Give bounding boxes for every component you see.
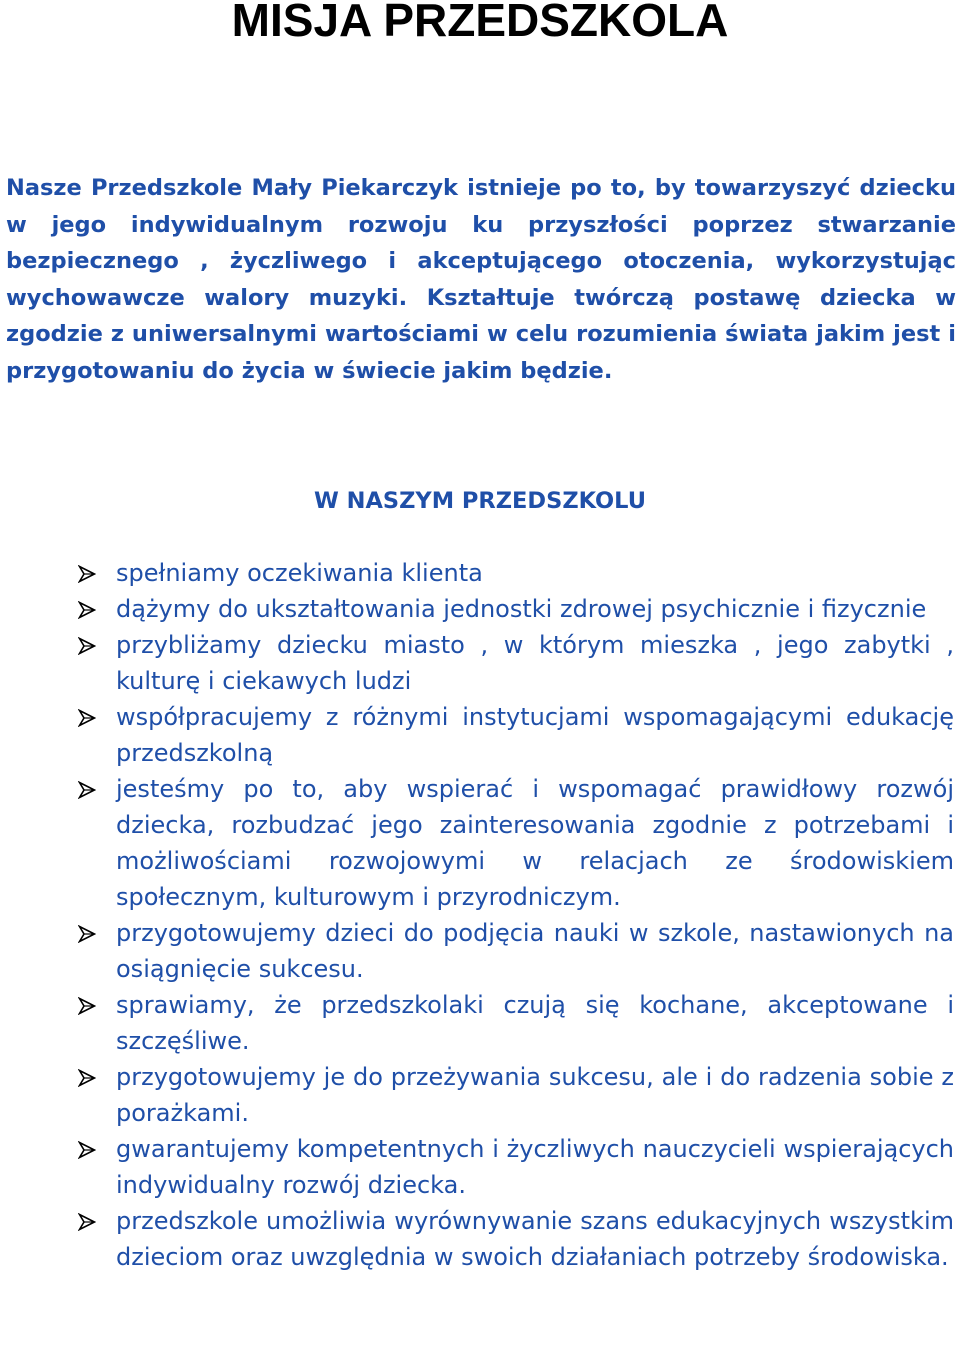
arrowhead-bullet-icon <box>78 1141 96 1159</box>
arrowhead-bullet-icon <box>78 997 96 1015</box>
arrowhead-bullet-icon <box>78 1069 96 1087</box>
arrowhead-bullet-icon <box>78 637 96 655</box>
arrowhead-bullet-icon <box>78 925 96 943</box>
arrowhead-bullet-icon <box>78 601 96 619</box>
list-item-text: jesteśmy po to, aby wspierać i wspomagać prawidłowy rozwój dziecka, rozbudzać jego zainteresowania zgodnie z potrzebami i możliwościami rozwojowymi w relacjach ze środowiskiem społecznym, kulturowym i przyrodniczym. <box>116 775 954 911</box>
list-item-text: spełniamy oczekiwania klienta <box>116 559 483 587</box>
list-item-text: sprawiamy, że przedszkolaki czują się kochane, akceptowane i szczęśliwe. <box>116 991 954 1055</box>
page-title: MISJA PRZEDSZKOLA <box>231 0 729 46</box>
list-item <box>0 1059 960 1131</box>
list-item-text: gwarantujemy kompetentnych i życzliwych nauczycieli wspierających indywidualny rozwój dziecka. <box>116 1135 954 1199</box>
arrowhead-bullet-icon <box>78 709 96 727</box>
list-item-text: przedszkole umożliwia wyrównywanie szans edukacyjnych wszystkim dzieciom oraz uwzględnia w swoich działaniach potrzeby środowiska. <box>116 1207 954 1271</box>
arrowhead-bullet-icon <box>78 565 96 583</box>
list-item-text: dążymy do ukształtowania jednostki zdrowej psychicznie i fizycznie <box>116 595 927 623</box>
arrowhead-bullet-icon <box>78 1213 96 1231</box>
list-item <box>0 1203 960 1275</box>
list-item <box>0 699 960 771</box>
list-item <box>0 555 960 591</box>
list-item <box>0 1131 960 1203</box>
list-item <box>0 915 960 987</box>
list-item-text: współpracujemy z różnymi instytucjami wspomagającymi edukację przedszkolną <box>116 703 954 767</box>
list-item-text: przygotowujemy je do przeżywania sukcesu, ale i do radzenia sobie z porażkami. <box>116 1063 954 1127</box>
list-item <box>0 771 960 915</box>
intro-paragraph: Nasze Przedszkole Mały Piekarczyk istnieje po to, by towarzyszyć dziecku w jego indywidualnym rozwoju ku przyszłości poprzez stwarzanie bezpiecznego , życzliwego i akceptującego otoczenia, wykorzystując wychowawcze walory muzyki. Kształtuje twórczą postawę dziecka w zgodzie z uniwersalnymi wartościami w celu rozumienia świata jakim jest i przygotowaniu do życia w świecie jakim będzie. <box>6 175 956 384</box>
list-item <box>0 591 960 627</box>
list-item-text: przybliżamy dziecku miasto , w którym mieszka , jego zabytki , kulturę i ciekawych ludzi <box>116 631 954 695</box>
arrowhead-bullet-icon <box>78 781 96 799</box>
list-item <box>0 627 960 699</box>
list-item <box>0 987 960 1059</box>
section-subtitle: W NASZYM PRZEDSZKOLU <box>314 488 646 514</box>
mission-list <box>0 555 960 1275</box>
list-item-text: przygotowujemy dzieci do podjęcia nauki w szkole, nastawionych na osiągnięcie sukcesu. <box>116 919 954 983</box>
